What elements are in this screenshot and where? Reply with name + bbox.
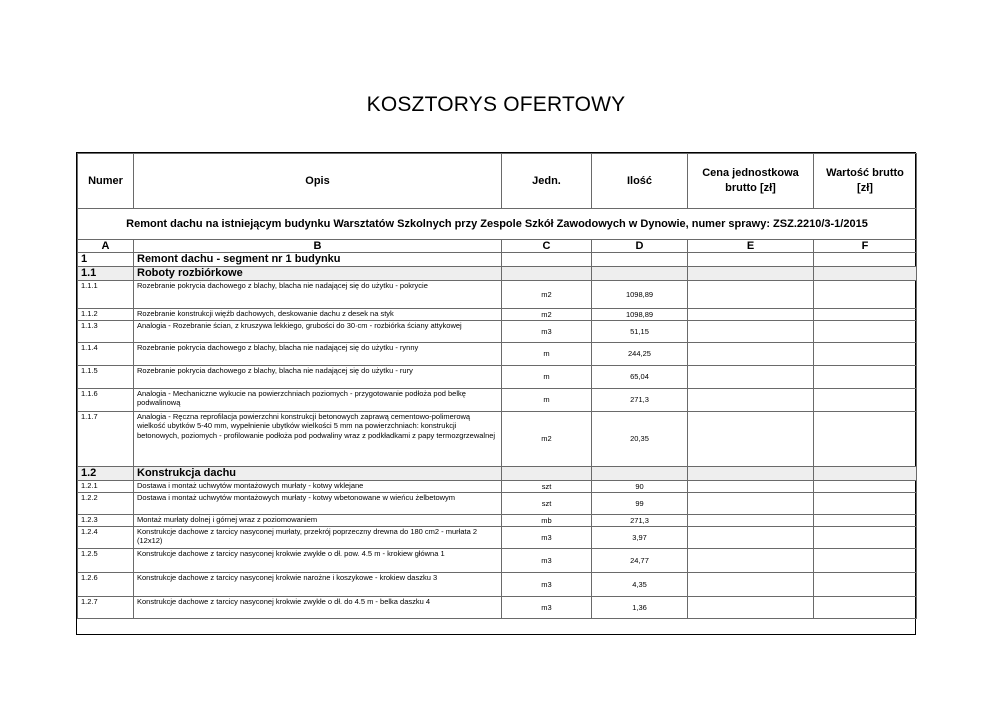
item-number: 1.2.5 bbox=[78, 549, 134, 573]
table-row bbox=[78, 343, 917, 366]
item-unit-price bbox=[688, 321, 814, 343]
document-title: KOSZTORYS OFERTOWY bbox=[366, 93, 626, 116]
item-description: Dostawa i montaż uchwytów montażowych murłaty - kotwy wklejane bbox=[134, 481, 502, 493]
item-total bbox=[814, 597, 917, 619]
item-unit-price bbox=[688, 481, 814, 493]
table-row bbox=[78, 597, 917, 619]
item-unit: m bbox=[502, 389, 592, 412]
table-row bbox=[78, 481, 917, 493]
item-total bbox=[814, 515, 917, 527]
item-quantity: 4,35 bbox=[592, 573, 688, 597]
item-description: Rozebranie pokrycia dachowego z blachy, blacha nie nadającej się do użytku - rynny bbox=[134, 343, 502, 366]
table-row bbox=[78, 573, 917, 597]
item-quantity: 90 bbox=[592, 481, 688, 493]
column-letter: F bbox=[814, 240, 917, 253]
banner-row bbox=[78, 209, 917, 240]
column-letter: A bbox=[78, 240, 134, 253]
item-number: 1.1.5 bbox=[78, 366, 134, 389]
item-number: 1.2.1 bbox=[78, 481, 134, 493]
section-number: 1.1 bbox=[78, 267, 134, 281]
section-label: Konstrukcja dachu bbox=[134, 467, 502, 481]
item-unit-price bbox=[688, 527, 814, 549]
item-description: Rozebranie pokrycia dachowego z blachy, blacha nie nadającej się do użytku - rury bbox=[134, 366, 502, 389]
item-description: Analogia - Mechaniczne wykucie na powierzchniach poziomych - przygotowanie podłoża pod belkę podwalinową bbox=[134, 389, 502, 412]
item-unit-price bbox=[688, 281, 814, 309]
item-unit-price bbox=[688, 309, 814, 321]
item-total bbox=[814, 321, 917, 343]
item-description: Konstrukcje dachowe z tarcicy nasyconej murłaty, przekrój poprzeczny drewna do 180 cm2 - murłata 2 (12x12) bbox=[134, 527, 502, 549]
item-number: 1.1.7 bbox=[78, 412, 134, 467]
item-total bbox=[814, 281, 917, 309]
item-total bbox=[814, 481, 917, 493]
header-jedn: Jedn. bbox=[502, 154, 592, 209]
item-quantity: 3,97 bbox=[592, 527, 688, 549]
item-total bbox=[814, 549, 917, 573]
header-ilosc: Ilość bbox=[592, 154, 688, 209]
header-opis: Opis bbox=[134, 154, 502, 209]
item-total bbox=[814, 493, 917, 515]
item-unit: m3 bbox=[502, 573, 592, 597]
header-cena: Cena jednostkowa brutto [zł] bbox=[688, 154, 814, 209]
item-number: 1.1.6 bbox=[78, 389, 134, 412]
item-unit-price bbox=[688, 597, 814, 619]
item-unit: m3 bbox=[502, 321, 592, 343]
item-total bbox=[814, 527, 917, 549]
item-unit-price bbox=[688, 573, 814, 597]
item-description: Analogia - Ręczna reprofilacja powierzchni konstrukcji betonowych zaprawą cementowo-polimerową wielkość ubytków 5-40 mm, wypełnienie ubytków wielkości 5 mm na powierzchniach: konstrukcji betonowych, poziomych - profilowanie podłoża pod podwaliny wraz z podkładkami z papy termozgrzewalnej bbox=[134, 412, 502, 467]
item-unit: m bbox=[502, 366, 592, 389]
section-number: 1.2 bbox=[78, 467, 134, 481]
item-total bbox=[814, 412, 917, 467]
subsection-row bbox=[78, 267, 917, 281]
item-description: Rozebranie konstrukcji więźb dachowych, deskowanie dachu z desek na styk bbox=[134, 309, 502, 321]
column-letters-row bbox=[78, 240, 917, 253]
item-quantity: 271,3 bbox=[592, 389, 688, 412]
item-unit: m2 bbox=[502, 281, 592, 309]
item-description: Konstrukcje dachowe z tarcicy nasyconej krokwie zwykłe o dł. pow. 4.5 m - krokiew główna 1 bbox=[134, 549, 502, 573]
header-numer: Numer bbox=[78, 154, 134, 209]
table-row bbox=[78, 493, 917, 515]
table-row bbox=[78, 549, 917, 573]
item-quantity: 1098,89 bbox=[592, 309, 688, 321]
item-quantity: 20,35 bbox=[592, 412, 688, 467]
item-unit: m2 bbox=[502, 412, 592, 467]
item-unit: m2 bbox=[502, 309, 592, 321]
item-total bbox=[814, 573, 917, 597]
item-total bbox=[814, 309, 917, 321]
item-number: 1.2.7 bbox=[78, 597, 134, 619]
header-row bbox=[78, 154, 917, 209]
item-quantity: 244,25 bbox=[592, 343, 688, 366]
table-row bbox=[78, 309, 917, 321]
item-quantity: 65,04 bbox=[592, 366, 688, 389]
item-quantity: 1,36 bbox=[592, 597, 688, 619]
item-number: 1.2.4 bbox=[78, 527, 134, 549]
section-row bbox=[78, 253, 917, 267]
table-row bbox=[78, 527, 917, 549]
item-quantity: 271,3 bbox=[592, 515, 688, 527]
column-letter: E bbox=[688, 240, 814, 253]
item-unit: szt bbox=[502, 481, 592, 493]
item-unit-price bbox=[688, 493, 814, 515]
column-letter: B bbox=[134, 240, 502, 253]
item-unit: m3 bbox=[502, 597, 592, 619]
item-quantity: 24,77 bbox=[592, 549, 688, 573]
item-description: Dostawa i montaż uchwytów montażowych murłaty - kotwy wbetonowane w wieńcu żelbetowym bbox=[134, 493, 502, 515]
item-number: 1.2.6 bbox=[78, 573, 134, 597]
section-number: 1 bbox=[78, 253, 134, 267]
item-description: Konstrukcje dachowe z tarcicy nasyconej krokwie narożne i koszykowe - krokiew daszku 3 bbox=[134, 573, 502, 597]
table-row bbox=[78, 389, 917, 412]
table-row bbox=[78, 281, 917, 309]
section-label: Remont dachu - segment nr 1 budynku bbox=[134, 253, 502, 267]
item-number: 1.1.2 bbox=[78, 309, 134, 321]
column-letter: C bbox=[502, 240, 592, 253]
item-number: 1.1.1 bbox=[78, 281, 134, 309]
item-quantity: 51,15 bbox=[592, 321, 688, 343]
item-number: 1.1.3 bbox=[78, 321, 134, 343]
item-unit-price bbox=[688, 549, 814, 573]
item-unit-price bbox=[688, 366, 814, 389]
item-unit-price bbox=[688, 515, 814, 527]
item-total bbox=[814, 343, 917, 366]
header-wartosc: Wartość brutto [zł] bbox=[814, 154, 917, 209]
item-total bbox=[814, 389, 917, 412]
subsection-row bbox=[78, 467, 917, 481]
item-unit-price bbox=[688, 343, 814, 366]
cost-estimate-table bbox=[76, 152, 916, 635]
item-quantity: 99 bbox=[592, 493, 688, 515]
item-description: Rozebranie pokrycia dachowego z blachy, blacha nie nadającej się do użytku - pokrycie bbox=[134, 281, 502, 309]
item-unit: szt bbox=[502, 493, 592, 515]
item-number: 1.1.4 bbox=[78, 343, 134, 366]
table-row bbox=[78, 412, 917, 467]
item-total bbox=[814, 366, 917, 389]
section-label: Roboty rozbiórkowe bbox=[134, 267, 502, 281]
item-unit-price bbox=[688, 389, 814, 412]
item-description: Analogia - Rozebranie ścian, z kruszywa lekkiego, grubości do 30·cm - rozbiórka ściany attykowej bbox=[134, 321, 502, 343]
item-description: Montaż murłaty dolnej i górnej wraz z poziomowaniem bbox=[134, 515, 502, 527]
item-description: Konstrukcje dachowe z tarcicy nasyconej krokwie zwykłe o dł. do 4.5 m - belka daszku 4 bbox=[134, 597, 502, 619]
table-row bbox=[78, 321, 917, 343]
item-unit: m3 bbox=[502, 549, 592, 573]
item-unit: m bbox=[502, 343, 592, 366]
item-number: 1.2.2 bbox=[78, 493, 134, 515]
project-banner: Remont dachu na istniejącym budynku Warsztatów Szkolnych przy Zespole Szkół Zawodowych w Dynowie, numer sprawy: ZSZ.2210/3-1/2015 bbox=[78, 209, 917, 240]
item-number: 1.2.3 bbox=[78, 515, 134, 527]
item-unit-price bbox=[688, 412, 814, 467]
item-unit: m3 bbox=[502, 527, 592, 549]
item-quantity: 1098,89 bbox=[592, 281, 688, 309]
item-unit: mb bbox=[502, 515, 592, 527]
table-row bbox=[78, 366, 917, 389]
column-letter: D bbox=[592, 240, 688, 253]
table-row bbox=[78, 515, 917, 527]
